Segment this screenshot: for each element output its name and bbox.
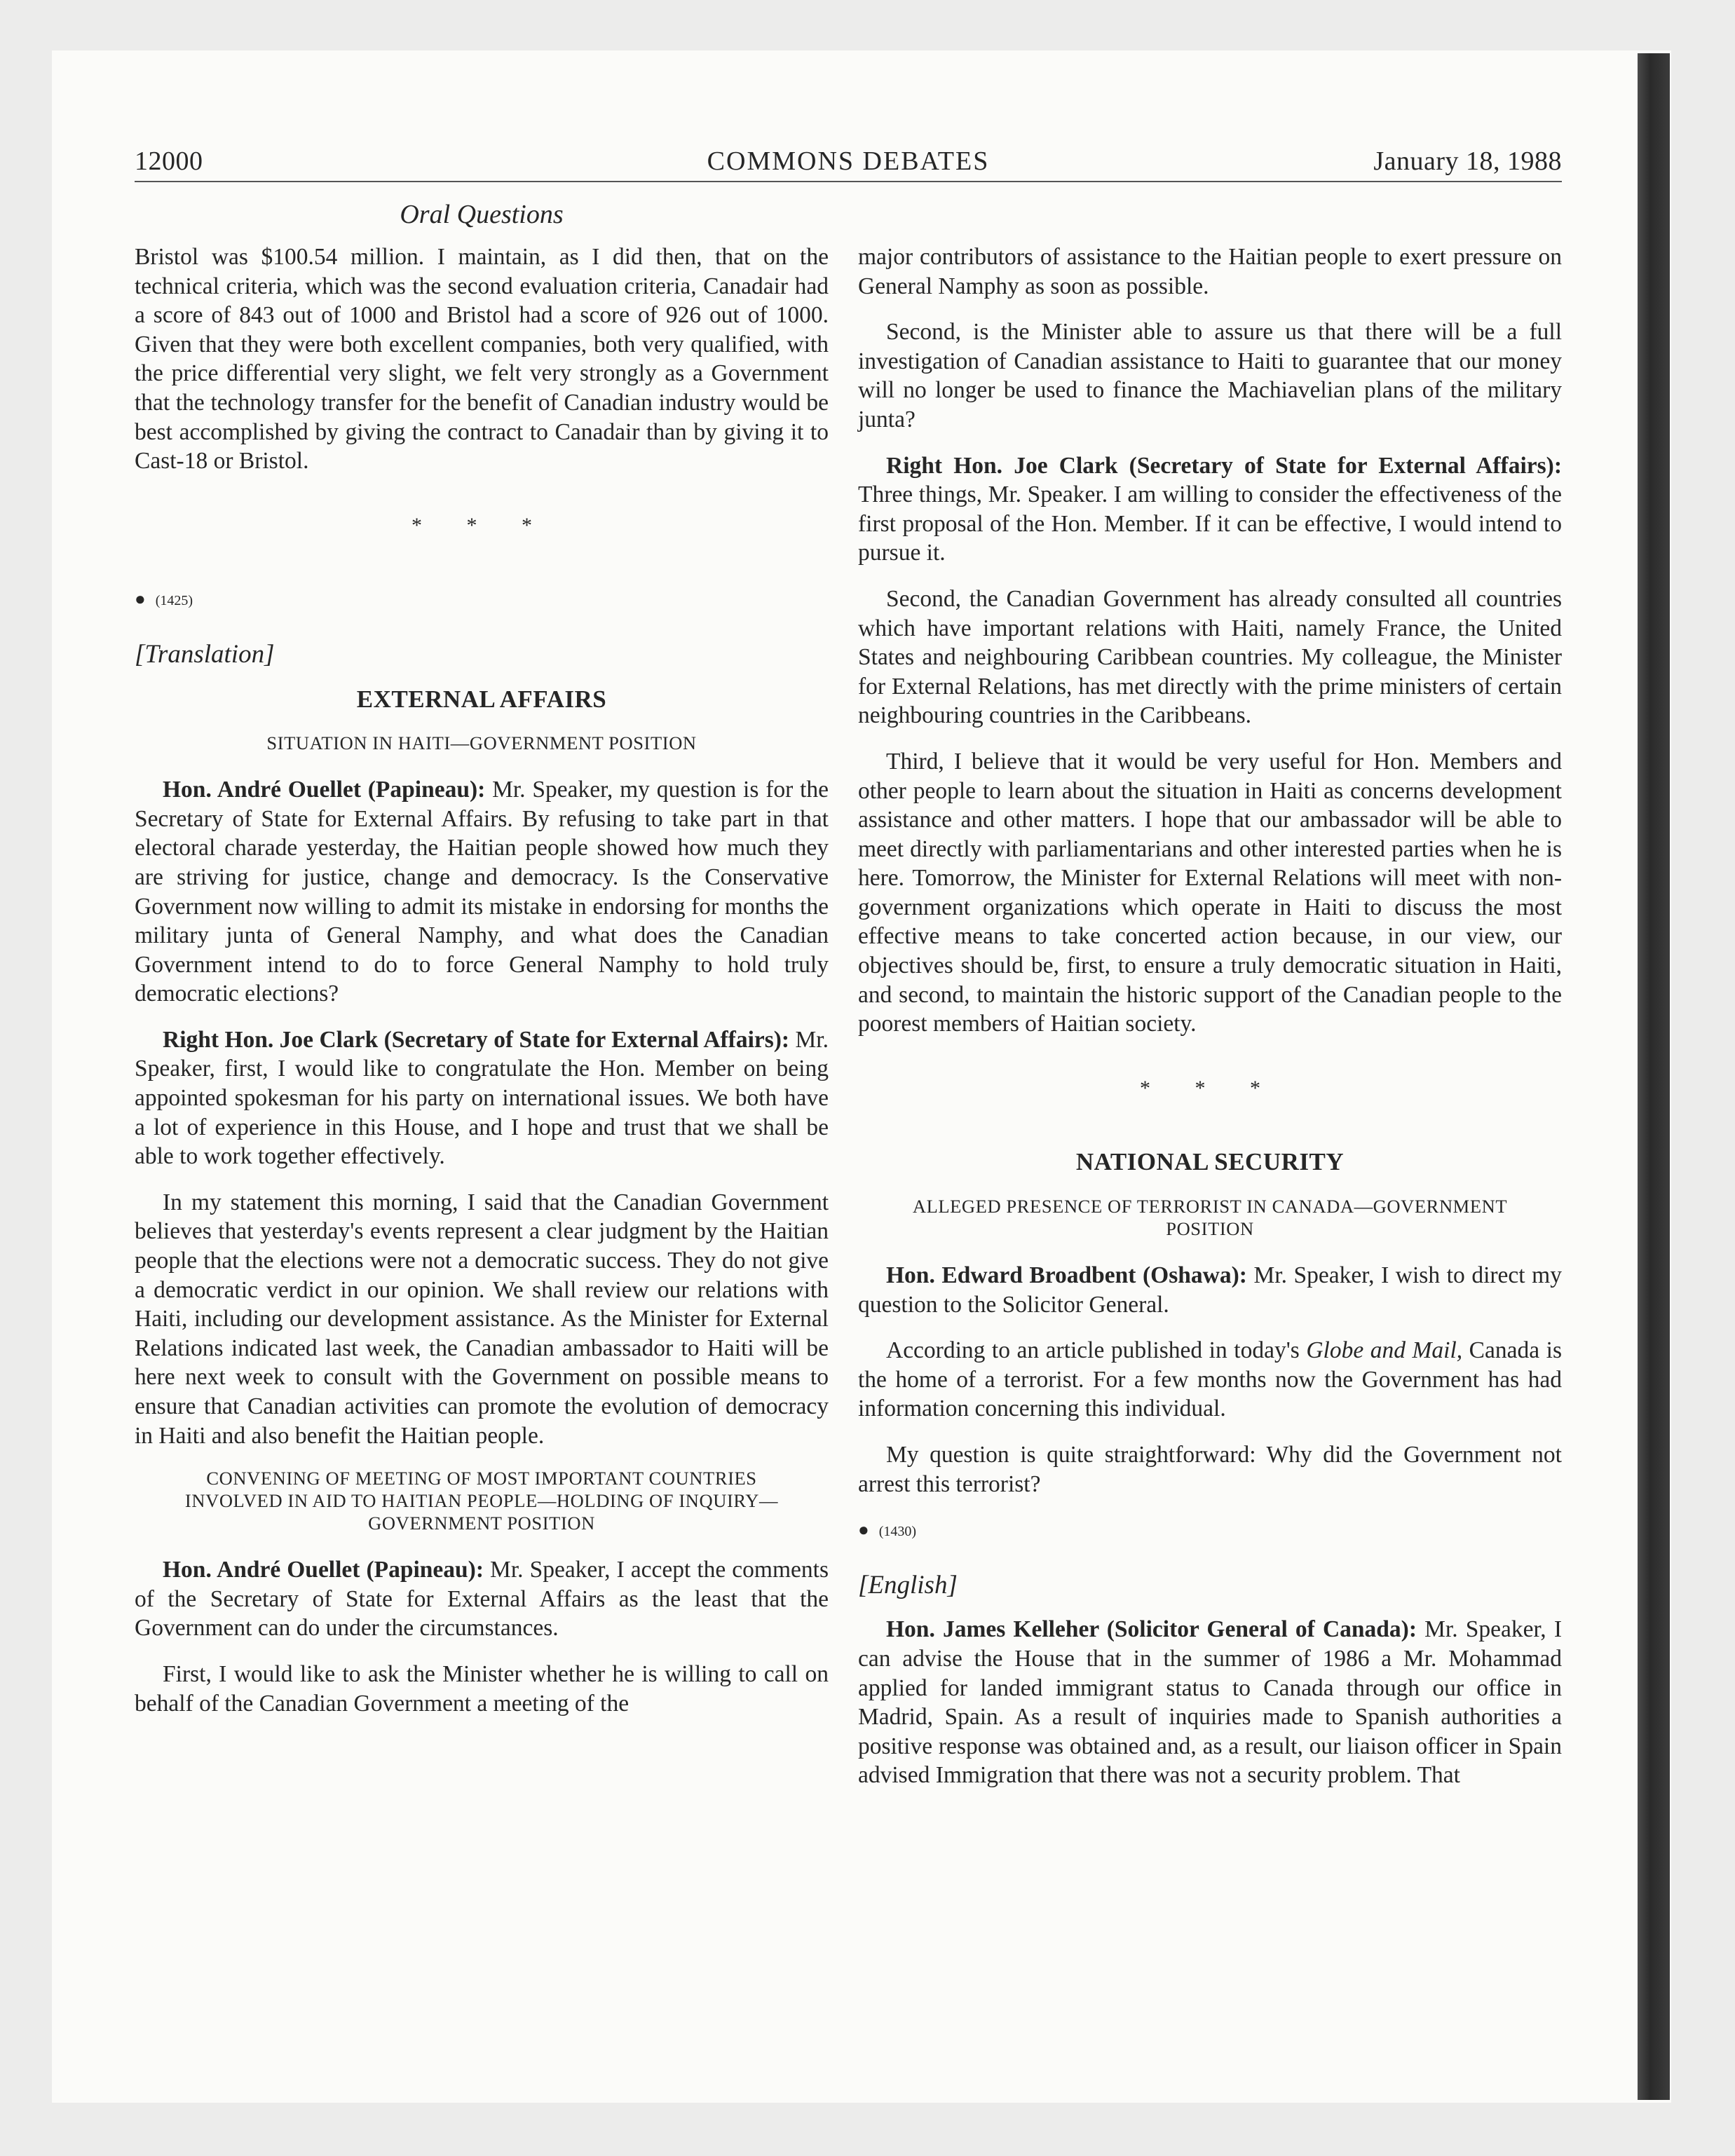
paragraph [135, 775, 829, 1009]
subheading-line: POSITION [1166, 1218, 1254, 1240]
speaker-name: Hon. Edward Broadbent (Oshawa): [886, 1262, 1247, 1289]
speech-text: Canada is the home of a terrorist. For a few months now the Government has had information concerning this individual. [858, 1337, 1562, 1422]
paragraph [858, 1336, 1562, 1424]
speaker-name: Hon. André Ouellet (Papineau): [163, 777, 486, 803]
paragraph: Second, the Canadian Government has already consulted all countries which have important relations with Haiti, namely France, the United States and neighbouring Caribbean countries. My colleague, the Minister for External Relations, has met directly with the prime ministers of certain neighbouring countries in the Caribbeans. [858, 585, 1562, 729]
speaker-name: Hon. James Kelleher (Solicitor General of Canada): [886, 1616, 1417, 1643]
bullet-icon: ● [858, 1520, 869, 1541]
section-separator: * * * [411, 513, 552, 537]
paragraph [858, 451, 1562, 568]
subsection-heading [858, 1195, 1562, 1240]
section-label: Oral Questions [400, 200, 564, 229]
publication-title: Globe and Mail, [1306, 1337, 1463, 1364]
time-marker [858, 1515, 1562, 1547]
paragraph [858, 1261, 1562, 1319]
left-column [135, 243, 829, 1735]
speaker-name: Right Hon. Joe Clark (Secretary of State for External Affairs): [886, 452, 1562, 479]
speech-text: Three things, Mr. Speaker. I am willing to consider the effectiveness of the first proposal of the Hon. Member. If it can be effective, I would intend to pursue it. [858, 482, 1562, 566]
subheading-line: GOVERNMENT POSITION [368, 1513, 595, 1534]
section-separator: * * * [1140, 1076, 1280, 1100]
section-heading: EXTERNAL AFFAIRS [356, 685, 607, 713]
section-heading: NATIONAL SECURITY [1075, 1148, 1345, 1176]
subsection-heading [135, 1467, 829, 1534]
subheading-line: ALLEGED PRESENCE OF TERRORIST IN CANADA—GOVERNMENT [912, 1196, 1508, 1217]
language-marker: [Translation] [135, 639, 275, 669]
page-date: January 18, 1988 [1373, 146, 1562, 176]
speaker-name: Right Hon. Joe Clark (Secretary of State for External Affairs): [163, 1026, 790, 1053]
speech-text: According to an article published in today's [886, 1337, 1307, 1364]
paragraph: In my statement this morning, I said that the Canadian Government believes that yesterday's events represent a clear judgment by the Haitian people that the elections were not a democratic success. They do not give a democratic verdict in our opinion. We shall review our relations with Haiti, including our development assistance. As the Minister for External Relations indicated last week, the Canadian ambassador to Haiti will be here next week to consult with the Government on possible means to ensure that Canadian activities can promote the evolution of democracy in Haiti and also benefit the Haitian people. [135, 1189, 829, 1449]
time-marker-text: (1430) [878, 1524, 917, 1540]
paragraph: Bristol was $100.54 million. I maintain, as I did then, that on the technical criteria, which was the second evaluation criteria, Canadair had a score of 843 out of 1000 and Bristol had a score of 926 out of 1000. Given that they were both excellent companies, both very qualified, with the price differential very slight, we felt very strongly as a Government that the technology transfer for the benefit of Canadian industry would be best accomplished by giving the contract to Canadair than by giving it to Cast-18 or Bristol. [135, 244, 829, 475]
paragraph: Second, is the Minister able to assure us that there will be a full investigation of Canadian assistance to Haiti to guarantee that our money will no longer be used to finance the Machiavelian plans of the military junta? [858, 319, 1562, 432]
paragraph [135, 1555, 829, 1643]
right-column [858, 243, 1562, 1807]
subsection-heading: SITUATION IN HAITI—GOVERNMENT POSITION [266, 732, 697, 754]
paragraph [858, 1615, 1562, 1790]
subheading-line: INVOLVED IN AID TO HAITIAN PEOPLE—HOLDING OF INQUIRY— [184, 1490, 779, 1512]
speech-text: Mr. Speaker, my question is for the Secretary of State for External Affairs. By refusing to take part in that electoral charade yesterday, the Haitian people showed how much they are striving for justice, change and democracy. Is the Conservative Government now willing to admit its mistake in endorsing for months the military junta of General Namphy, and what does the Canadian Government intend to do to force General Namphy to hold truly democratic elections? [135, 777, 829, 1007]
paragraph [135, 1025, 829, 1171]
time-marker-text: (1425) [155, 593, 193, 609]
page-header [135, 146, 1562, 182]
bullet-icon: ● [135, 589, 146, 610]
speech-text: Mr. Speaker, I can advise the House that in the summer of 1986 a Mr. Mohammad applied for landed immigrant status to Canada through our office in Madrid, Spain. As a result of inquiries made to Spanish authorities a positive response was obtained and, as a result, our liaison officer in Spain advised Immigration that there was not a security problem. That [858, 1616, 1562, 1789]
paragraph: major contributors of assistance to the Haitian people to exert pressure on General Namphy as soon as possible. [858, 244, 1562, 299]
speech-text: Mr. Speaker, first, I would like to congratulate the Hon. Member on being appointed spokesman for his party on international issues. We both have a lot of experience in this House, and I hope and trust that we shall be able to work together effectively. [135, 1026, 829, 1170]
paragraph: Third, I believe that it would be very useful for Hon. Members and other people to learn about the situation in Haiti as concerns development assistance and other matters. I hope that our ambassador will be able to meet directly with parliamentarians and other interested parties when he is here. Tomorrow, the Minister for External Relations will meet with non-government organizations which operate in Haiti to discuss the most effective means to take concerted action because, in our view, our objectives should be, first, to ensure a truly democratic situation in Haiti, and second, to maintain the historic support of the Canadian people to the poorest members of Haitian society. [858, 748, 1562, 1037]
speech-text: Mr. Speaker, I wish to direct my question to the Solicitor General. [858, 1262, 1562, 1318]
scan-edge-shadow [1638, 53, 1670, 2100]
speaker-name: Hon. André Ouellet (Papineau): [163, 1557, 484, 1583]
journal-title: COMMONS DEBATES [707, 146, 990, 176]
time-marker [135, 585, 829, 616]
page-number: 12000 [135, 146, 203, 176]
paragraph: First, I would like to ask the Minister whether he is willing to call on behalf of the Canadian Government a meeting of the [135, 1660, 829, 1717]
language-marker: [English] [858, 1570, 958, 1599]
speech-text: Mr. Speaker, I accept the comments of the Secretary of State for External Affairs as the least that the Government can do under the circumstances. [135, 1557, 829, 1642]
subheading-line: CONVENING OF MEETING OF MOST IMPORTANT COUNTRIES [206, 1468, 757, 1489]
paragraph: My question is quite straightforward: Why did the Government not arrest this terrorist? [858, 1442, 1562, 1497]
